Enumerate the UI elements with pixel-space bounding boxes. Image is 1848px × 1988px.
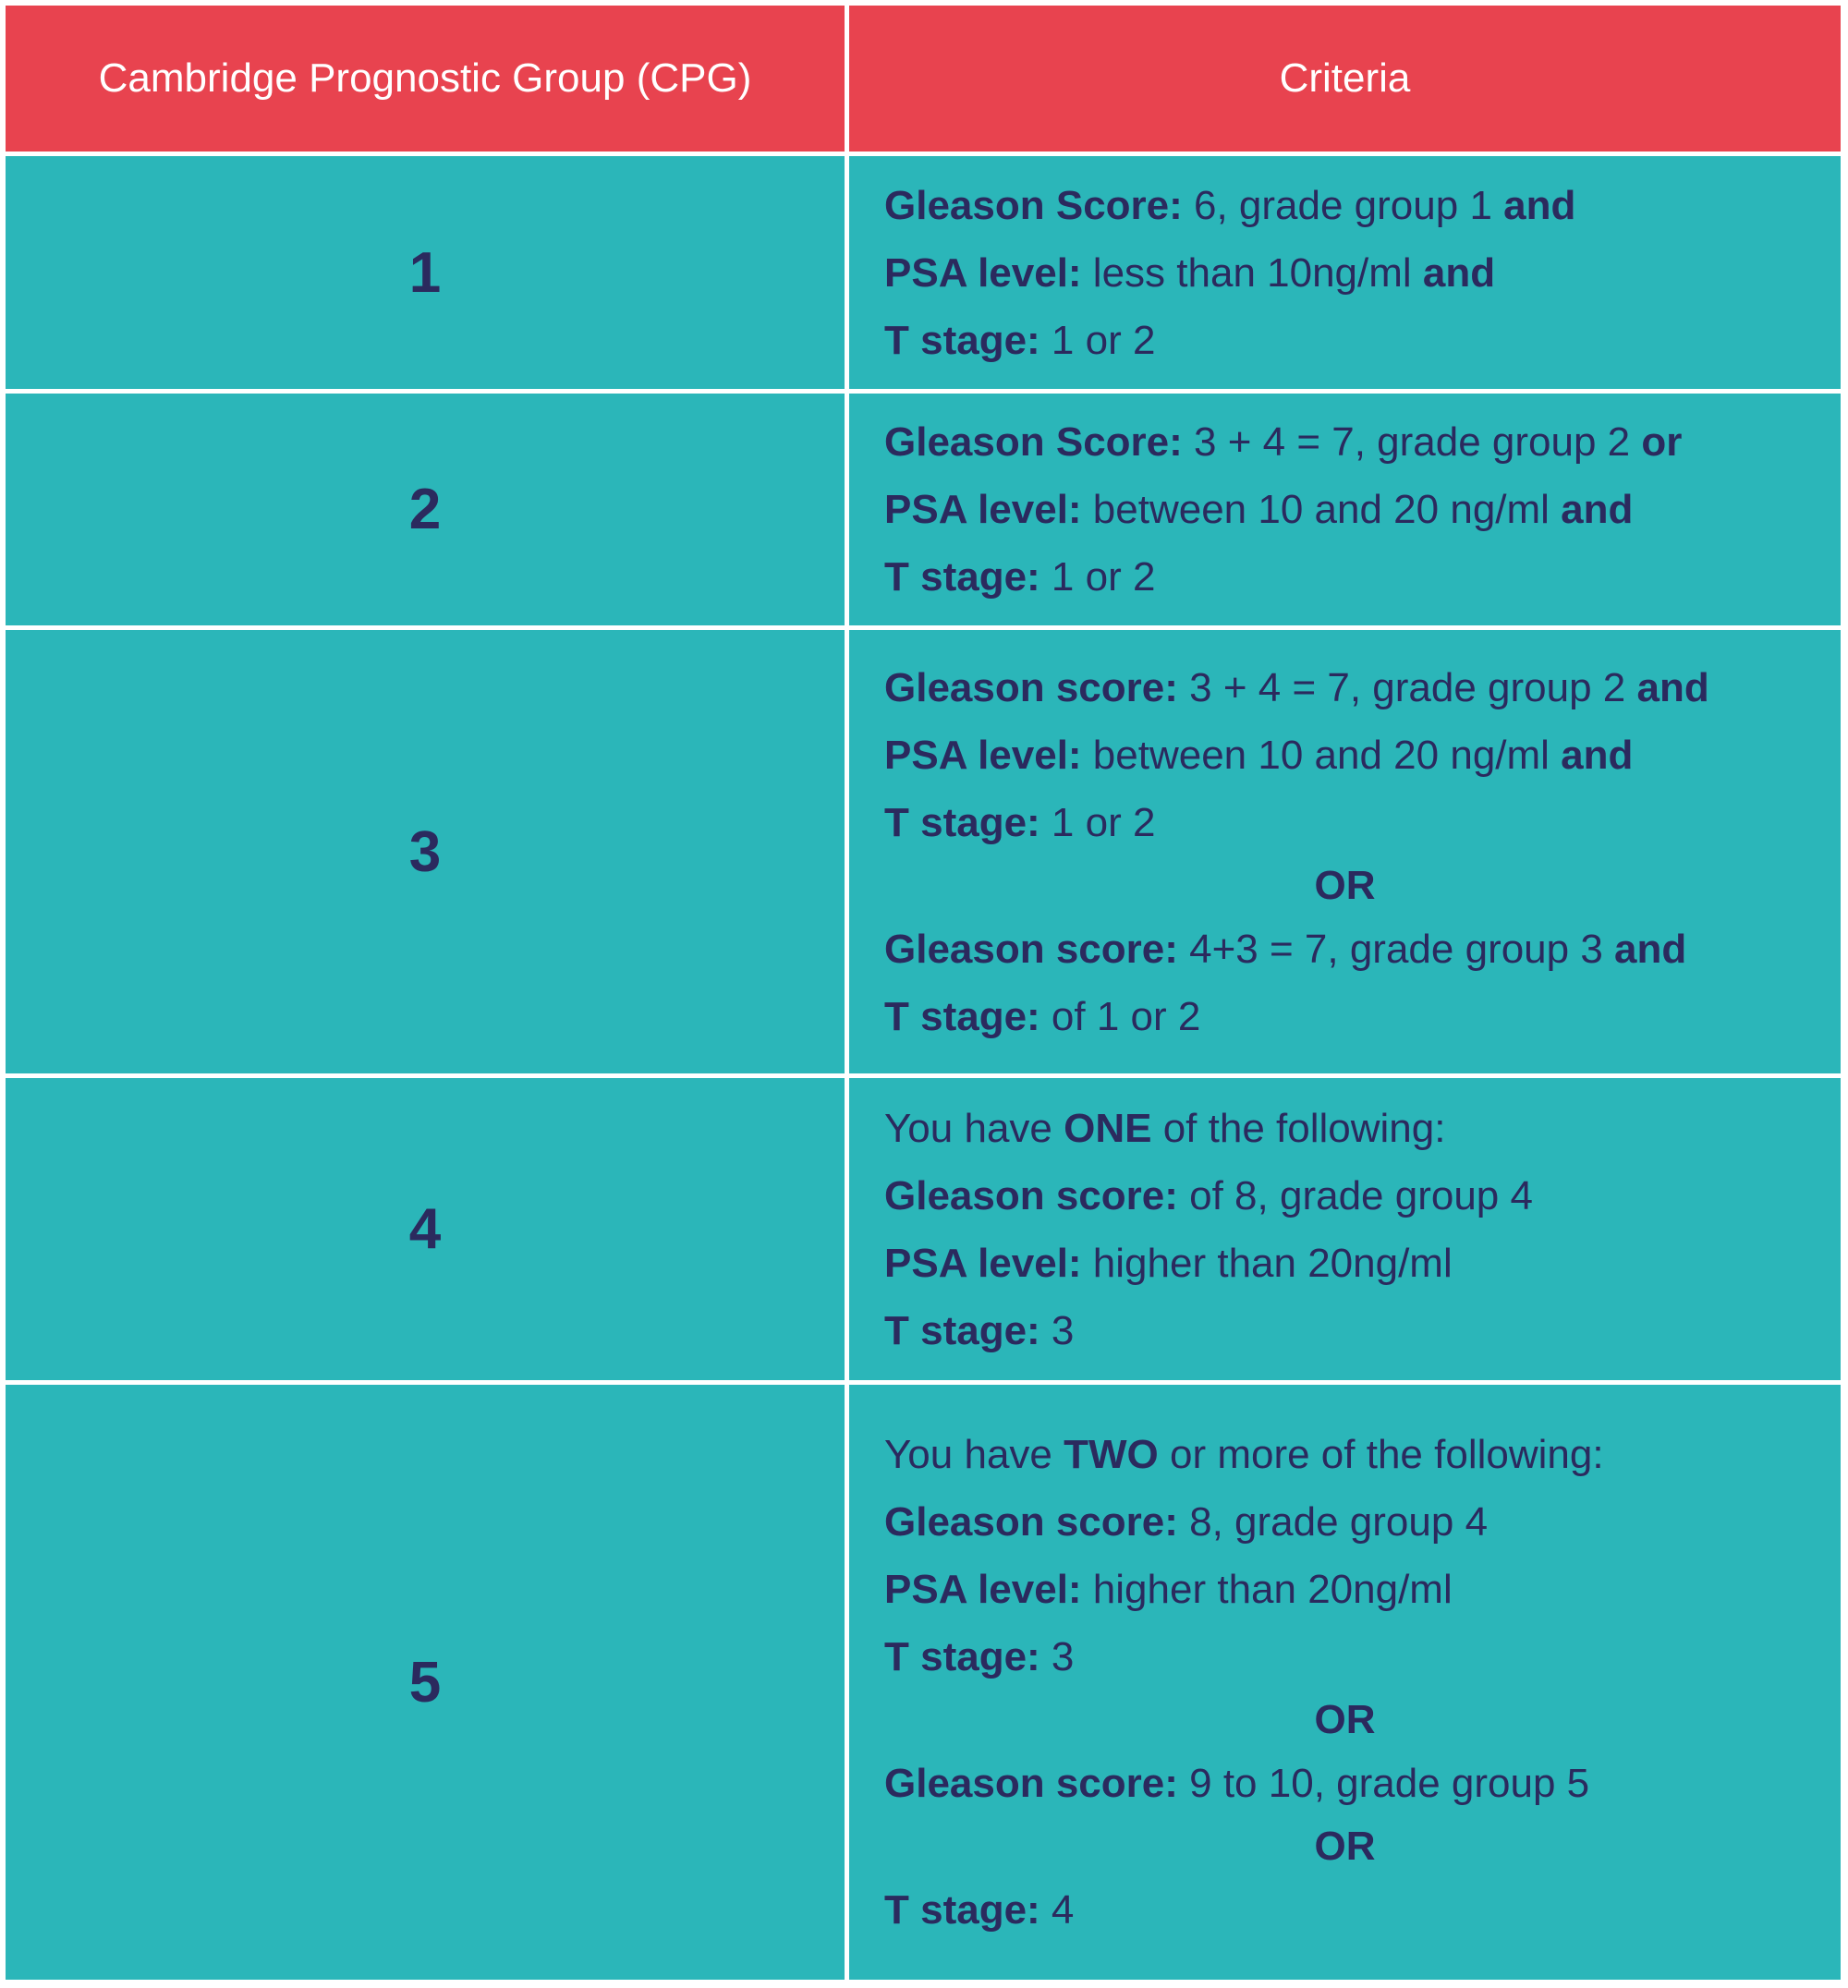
- criteria-label: Gleason score:: [884, 664, 1178, 710]
- criteria-line: [884, 1297, 1841, 1364]
- cpg-number: 3: [408, 819, 442, 884]
- or-separator: OR: [1314, 1697, 1376, 1742]
- criteria-value: 3 + 4 = 7, grade group 2: [1182, 419, 1642, 465]
- criteria-line: [884, 543, 1841, 611]
- criteria-cell: [849, 1385, 1841, 1980]
- criteria-value: higher than 20ng/ml: [1081, 1240, 1453, 1286]
- header-criteria: Criteria: [849, 6, 1841, 152]
- table-row: [6, 156, 1841, 389]
- table-row: [6, 1385, 1841, 1980]
- criteria-label: Gleason score:: [884, 1761, 1178, 1806]
- criteria-conjunction: and: [1422, 249, 1496, 296]
- criteria-value: 4+3 = 7, grade group 3: [1177, 926, 1615, 972]
- intro-part: or more of the following:: [1158, 1432, 1604, 1477]
- criteria-cell: [849, 630, 1841, 1073]
- or-separator: OR: [1314, 862, 1376, 908]
- criteria-label: T stage:: [884, 993, 1040, 1039]
- criteria-value: 4: [1040, 1887, 1075, 1933]
- criteria-conjunction: and: [1561, 732, 1634, 778]
- intro-part: ONE: [1064, 1105, 1152, 1151]
- or-separator: OR: [1314, 1824, 1376, 1869]
- cpg-cell: [6, 1078, 845, 1380]
- criteria-intro: [884, 1421, 1841, 1488]
- criteria-value: 3: [1040, 1634, 1075, 1679]
- criteria-line: [884, 1162, 1841, 1230]
- criteria-value: 1 or 2: [1040, 317, 1156, 363]
- table-row: [6, 394, 1841, 625]
- criteria-label: PSA level:: [884, 1240, 1082, 1286]
- cpg-table: [6, 6, 1841, 1984]
- header-cpg: Cambridge Prognostic Group (CPG): [6, 6, 845, 152]
- criteria-line: [884, 408, 1841, 476]
- table-row: [6, 630, 1841, 1073]
- cpg-cell: [6, 156, 845, 389]
- cpg-number: 5: [408, 1650, 442, 1715]
- criteria-label: T stage:: [884, 1634, 1040, 1679]
- cpg-cell: [6, 630, 845, 1073]
- criteria-label: Gleason Score:: [884, 182, 1183, 228]
- criteria-label: Gleason score:: [884, 1172, 1178, 1218]
- table-row: [6, 1078, 1841, 1380]
- criteria-label: T stage:: [884, 799, 1040, 845]
- criteria-value: 1 or 2: [1040, 554, 1156, 600]
- criteria-line: [884, 721, 1841, 789]
- intro-part: You have: [884, 1432, 1064, 1477]
- criteria-intro: [884, 1095, 1841, 1162]
- criteria-line: [884, 915, 1841, 983]
- criteria-conjunction: and: [1614, 926, 1687, 972]
- criteria-line: [884, 172, 1841, 239]
- criteria-conjunction: and: [1503, 182, 1576, 228]
- table-header: [6, 6, 1841, 152]
- cpg-number: 2: [408, 478, 442, 541]
- criteria-conjunction: or: [1641, 419, 1683, 465]
- criteria-value: between 10 and 20 ng/ml: [1081, 487, 1562, 532]
- criteria-label: T stage:: [884, 1887, 1040, 1933]
- intro-part: You have: [884, 1105, 1064, 1151]
- criteria-value: 9 to 10, grade group 5: [1177, 1761, 1590, 1806]
- criteria-line: [884, 476, 1841, 543]
- criteria-line: [884, 654, 1841, 721]
- criteria-label: PSA level:: [884, 249, 1082, 296]
- criteria-label: T stage:: [884, 1307, 1040, 1353]
- criteria-label: Gleason score:: [884, 1499, 1178, 1545]
- criteria-value: 3 + 4 = 7, grade group 2: [1177, 664, 1637, 710]
- criteria-label: Gleason score:: [884, 926, 1178, 972]
- criteria-value: less than 10ng/ml: [1081, 249, 1423, 296]
- criteria-line: [884, 1750, 1841, 1817]
- criteria-value: 1 or 2: [1040, 799, 1156, 845]
- cpg-number: 1: [408, 240, 442, 305]
- criteria-line: [884, 1230, 1841, 1297]
- criteria-cell: [849, 1078, 1841, 1380]
- criteria-line: [884, 307, 1841, 374]
- cpg-cell: [6, 1385, 845, 1980]
- criteria-label: Gleason Score:: [884, 419, 1183, 465]
- criteria-label: PSA level:: [884, 732, 1082, 778]
- criteria-line: [884, 1488, 1841, 1556]
- criteria-value: of 1 or 2: [1040, 993, 1201, 1039]
- criteria-value: higher than 20ng/ml: [1081, 1567, 1453, 1612]
- criteria-line: [884, 1876, 1841, 1944]
- criteria-line: [884, 983, 1841, 1050]
- criteria-label: T stage:: [884, 317, 1040, 363]
- criteria-value: between 10 and 20 ng/ml: [1081, 732, 1562, 778]
- criteria-value: 8, grade group 4: [1177, 1499, 1489, 1545]
- criteria-value: 6, grade group 1: [1182, 182, 1504, 228]
- criteria-line: [884, 239, 1841, 307]
- criteria-cell: [849, 394, 1841, 625]
- criteria-conjunction: and: [1636, 664, 1709, 710]
- criteria-conjunction: and: [1561, 487, 1634, 532]
- intro-part: TWO: [1064, 1432, 1159, 1477]
- cpg-cell: [6, 394, 845, 625]
- intro-part: of the following:: [1151, 1105, 1446, 1151]
- criteria-line: [884, 789, 1841, 856]
- criteria-line: [884, 1623, 1841, 1691]
- criteria-cell: [849, 156, 1841, 389]
- criteria-line: [884, 1556, 1841, 1623]
- criteria-value: 3: [1040, 1307, 1075, 1353]
- criteria-label: T stage:: [884, 554, 1040, 600]
- criteria-label: PSA level:: [884, 487, 1082, 532]
- criteria-label: PSA level:: [884, 1567, 1082, 1612]
- criteria-value: of 8, grade group 4: [1177, 1172, 1533, 1218]
- cpg-number: 4: [408, 1197, 442, 1261]
